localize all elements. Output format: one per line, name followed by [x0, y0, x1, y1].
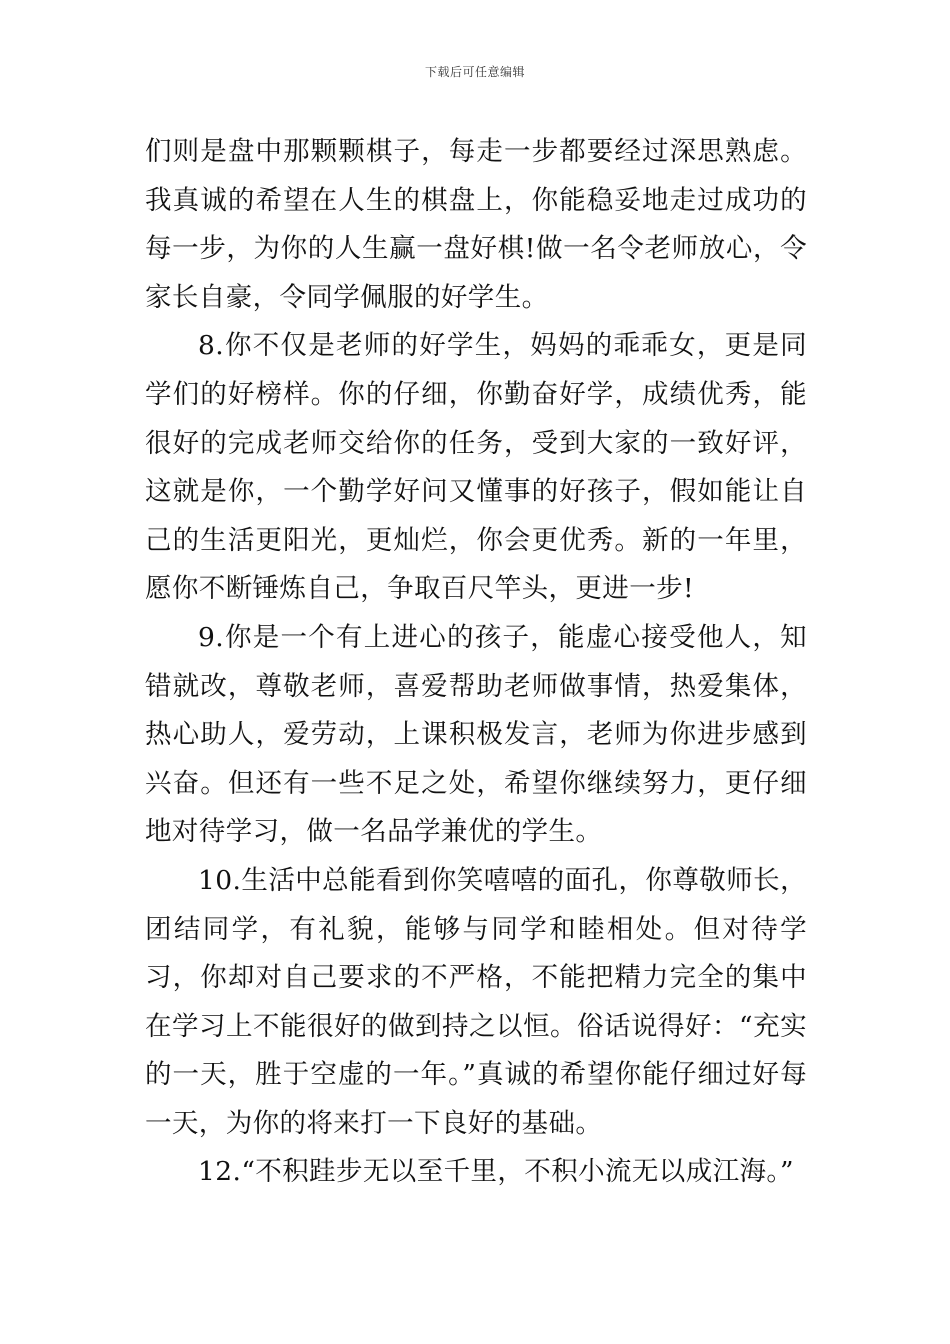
- paragraph-comment-9: 9.你是一个有上进心的孩子，能虚心接受他人，知错就改，尊敬老师，喜爱帮助老师做事情，热爱集体，热心助人，爱劳动，上课积极发言，老师为你进步感到兴奋。但还有一些不足之处，希望你继续努力，更仔细地对待学习，做一名品学兼优的学生。: [145, 621, 807, 848]
- page-header: 下载后可任意编辑: [424, 65, 525, 79]
- paragraph-comment-8: 8.你不仅是老师的好学生，妈妈的乖乖女，更是同学们的好榜样。你的仔细，你勤奋好学，成绩优秀，能很好的完成老师交给你的任务，受到大家的一致好评，这就是你，一个勤学好问又懂事的好孩子，假如能让自己的生活更阳光，更灿烂，你会更优秀。新的一年里，愿你不断锤炼自己，争取百尺竿头，更进一步!: [145, 330, 807, 605]
- paragraph-comment-12: 12.“不积跬步无以至千里，不积小流无以成江海。”: [198, 1156, 794, 1188]
- paragraph-comment-10: 10.生活中总能看到你笑嘻嘻的面孔，你尊敬师长，团结同学，有礼貌，能够与同学和睦相处。但对待学习，你却对自己要求的不严格，不能把精力完全的集中在学习上不能很好的做到持之以恒。俗话说得好：“充实的一天，胜于空虚的一年。”真诚的希望你能仔细过好每一天，为你的将来打一下良好的基础。: [145, 864, 807, 1139]
- paragraph-continuation: 们则是盘中那颗颗棋子，每走一步都要经过深思熟虑。我真诚的希望在人生的棋盘上，你能稳妥地走过成功的每一步，为你的人生赢一盘好棋!做一名令老师放心，令家长自豪，令同学佩服的好学生。: [145, 136, 807, 313]
- document-body: [145, 128, 807, 1197]
